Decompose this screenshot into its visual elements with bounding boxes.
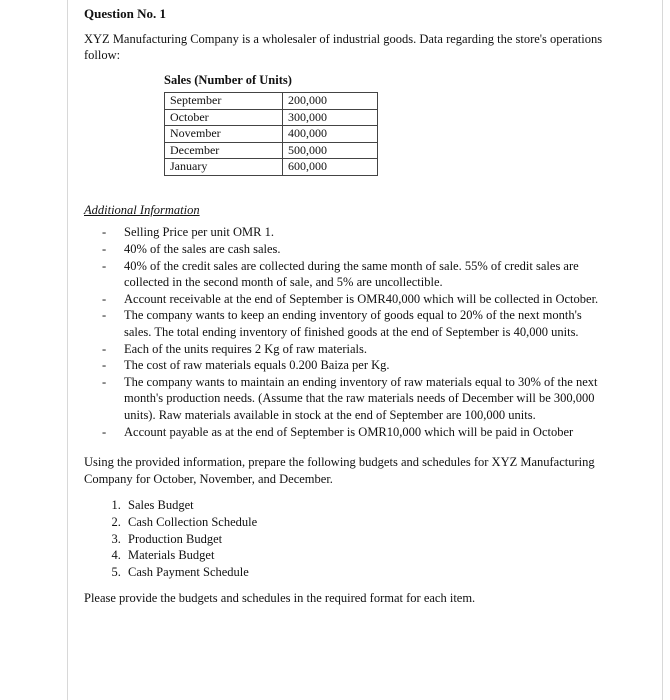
table-row (165, 93, 378, 110)
task-item: 5. Cash Payment Schedule (124, 564, 604, 581)
units-cell: 300,000 (283, 109, 378, 126)
document-page (84, 6, 604, 607)
sales-table (164, 92, 378, 176)
sales-table-title: Sales (Number of Units) (164, 72, 292, 87)
additional-info-heading: Additional Information (84, 202, 200, 217)
month-cell: November (165, 126, 283, 143)
units-cell: 600,000 (283, 159, 378, 176)
task-list (84, 497, 604, 580)
list-item: - Each of the units requires 2 Kg of raw materials. (124, 341, 604, 358)
month-cell: October (165, 109, 283, 126)
task-item: 2. Cash Collection Schedule (124, 514, 604, 531)
list-item: - 40% of the credit sales are collected during the same month of sale. 55% of credit sales are collected in the second month of sale, and 5% are uncollectible. (124, 258, 604, 291)
list-item: - Account receivable at the end of September is OMR40,000 which will be collected in October. (124, 291, 604, 308)
question-title: Question No. 1 (84, 6, 166, 21)
units-cell: 400,000 (283, 126, 378, 143)
page-edge-right (662, 0, 663, 700)
task-item: 3. Production Budget (124, 531, 604, 548)
task-item: 1. Sales Budget (124, 497, 604, 514)
page-edge-left (67, 0, 68, 700)
month-cell: January (165, 159, 283, 176)
list-item: - The cost of raw materials equals 0.200 Baiza per Kg. (124, 357, 604, 374)
list-item: - The company wants to keep an ending inventory of goods equal to 20% of the next month's sales. The total ending inventory of finished goods at the end of September is 40,000 units. (124, 307, 604, 340)
table-row (165, 159, 378, 176)
table-row (165, 126, 378, 143)
instruction-paragraph: Using the provided information, prepare the following budgets and schedules for XYZ Manufacturing Company for October, November, and December. (84, 455, 595, 486)
list-item: - Account payable as at the end of September is OMR10,000 which will be paid in October (124, 424, 604, 441)
month-cell: September (165, 93, 283, 110)
intro-paragraph: XYZ Manufacturing Company is a wholesaler of industrial goods. Data regarding the store's operations follow: (84, 31, 603, 63)
table-row (165, 109, 378, 126)
units-cell: 500,000 (283, 142, 378, 159)
list-item: - Selling Price per unit OMR 1. (124, 224, 604, 241)
additional-info-list (84, 224, 604, 440)
closing-paragraph: Please provide the budgets and schedules in the required format for each item. (84, 591, 476, 606)
list-item: - The company wants to maintain an ending inventory of raw materials equal to 30% of the next month's production needs. (Assume that the raw materials needs of December will be 300,000 units). Raw materials available in stock at the end of September are 100,000 units. (124, 374, 604, 424)
month-cell: December (165, 142, 283, 159)
table-row (165, 142, 378, 159)
units-cell: 200,000 (283, 93, 378, 110)
task-item: 4. Materials Budget (124, 547, 604, 564)
list-item: - 40% of the sales are cash sales. (124, 241, 604, 258)
